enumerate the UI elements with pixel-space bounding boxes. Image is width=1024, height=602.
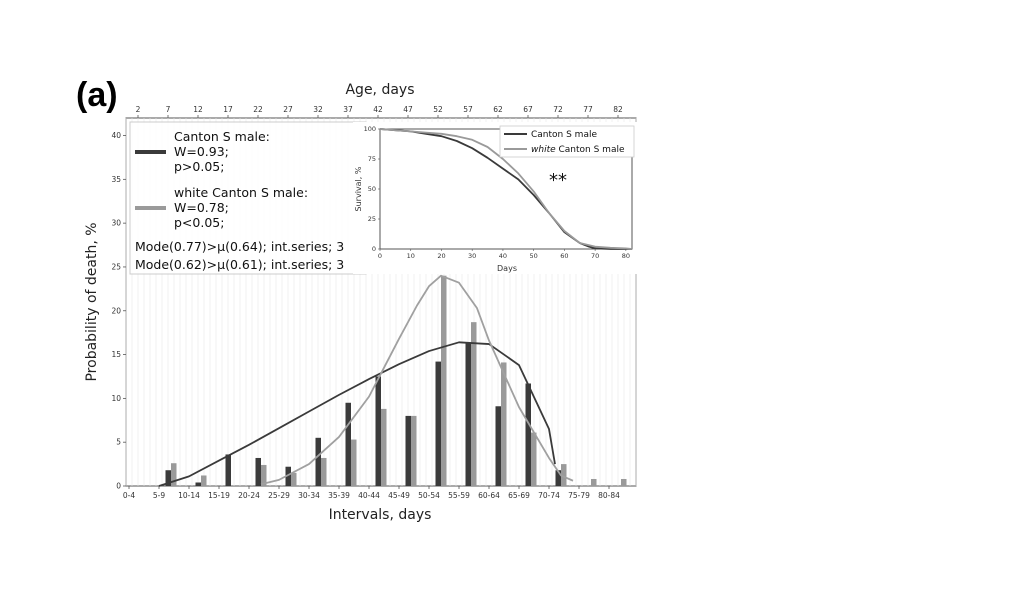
- top-tick-label: 7: [165, 105, 171, 114]
- inset-legend-white-rest: Canton S male: [555, 145, 625, 155]
- inset-legend-white: [531, 145, 625, 155]
- inset-legend-canton: Canton S male: [531, 130, 597, 140]
- legend-white-line-1: white Canton S male:: [174, 185, 309, 200]
- bar-white-canton-s-male: [441, 276, 447, 486]
- x-tick-label: 45-49: [388, 491, 410, 500]
- inset-y-tick-label: 0: [371, 245, 376, 253]
- x-tick-label: 10-14: [178, 491, 200, 500]
- inset-y-tick-label: 75: [367, 155, 376, 163]
- bar-canton-s-male: [316, 438, 322, 486]
- top-tick-label: 62: [493, 105, 503, 114]
- inset-x-tick-label: 0: [377, 252, 383, 260]
- bar-white-canton-s-male: [621, 479, 627, 486]
- top-tick-label: 32: [313, 105, 323, 114]
- bar-canton-s-male: [466, 342, 472, 486]
- inset-x-tick-label: 70: [590, 252, 600, 260]
- legend-canton-line-3: p>0.05;: [174, 159, 225, 174]
- x-tick-label: 0-4: [122, 491, 136, 500]
- y-tick-label: 35: [111, 174, 121, 184]
- inset-legend-white-word: white: [531, 145, 556, 155]
- significance-stars: **: [549, 170, 567, 191]
- y-tick-label: 25: [111, 262, 121, 272]
- top-tick-label: 57: [463, 105, 473, 114]
- top-tick-label: 77: [583, 105, 593, 114]
- inset-x-title: Days: [497, 264, 517, 273]
- x-tick-label: 60-64: [478, 491, 500, 500]
- inset-x-tick-label: 40: [498, 252, 508, 260]
- bar-white-canton-s-male: [321, 458, 327, 486]
- bar-canton-s-male: [256, 458, 262, 486]
- legend-white-line-2: W=0.78;: [174, 200, 229, 215]
- bar-white-canton-s-male: [471, 322, 477, 486]
- legend-canton-line-2: W=0.93;: [174, 144, 229, 159]
- x-axis-ticks: [123, 486, 620, 500]
- top-axis-title: Age, days: [345, 82, 415, 98]
- top-tick-label: 17: [223, 105, 233, 114]
- x-tick-label: 30-34: [298, 491, 320, 500]
- y-axis-title: Probability of death, %: [84, 222, 100, 382]
- y-tick-label: 15: [111, 350, 121, 360]
- bar-white-canton-s-male: [531, 433, 537, 486]
- inset-survival-plot: [353, 122, 642, 274]
- bar-white-canton-s-male: [501, 362, 507, 486]
- top-tick-label: 27: [283, 105, 293, 114]
- x-tick-label: 20-24: [238, 491, 260, 500]
- bar-white-canton-s-male: [291, 473, 297, 486]
- legend-canton-line-1: Canton S male:: [174, 129, 270, 144]
- inset-y-tick-label: 25: [367, 215, 376, 223]
- y-tick-label: 5: [116, 437, 121, 447]
- inset-x-tick-label: 50: [529, 252, 538, 260]
- bar-canton-s-male: [196, 482, 202, 486]
- x-tick-label: 35-39: [328, 491, 350, 500]
- bar-white-canton-s-male: [411, 416, 417, 486]
- bar-white-canton-s-male: [351, 440, 357, 486]
- bar-white-canton-s-male: [381, 409, 387, 486]
- inset-x-tick-label: 60: [560, 252, 569, 260]
- x-tick-label: 70-74: [538, 491, 560, 500]
- panel-label: (a): [76, 76, 118, 114]
- bar-white-canton-s-male: [201, 475, 207, 486]
- inset-y-tick-label: 100: [363, 125, 376, 133]
- bar-canton-s-male: [226, 454, 232, 486]
- y-tick-label: 20: [111, 306, 121, 316]
- x-tick-label: 50-54: [418, 491, 440, 500]
- top-tick-label: 52: [433, 105, 443, 114]
- inset-x-tick-label: 10: [406, 252, 415, 260]
- mode-annotation-1: Mode(0.77)>μ(0.64); int.series; 3: [135, 239, 345, 254]
- top-tick-label: 2: [135, 105, 141, 114]
- bar-canton-s-male: [526, 383, 532, 486]
- x-tick-label: 65-69: [508, 491, 530, 500]
- bar-canton-s-male: [376, 376, 382, 486]
- y-tick-label: 40: [111, 131, 121, 141]
- y-axis-ticks: [111, 131, 126, 490]
- top-tick-label: 37: [343, 105, 353, 114]
- top-tick-label: 67: [523, 105, 533, 114]
- main-legend: [130, 122, 366, 274]
- inset-y-title: Survival, %: [354, 166, 363, 212]
- mode-annotation-2: Mode(0.62)>μ(0.61); int.series; 3: [135, 257, 345, 272]
- inset-x-tick-label: 30: [468, 252, 477, 260]
- x-tick-label: 55-59: [448, 491, 470, 500]
- top-tick-label: 12: [193, 105, 203, 114]
- top-tick-label: 82: [613, 105, 623, 114]
- x-tick-label: 15-19: [208, 491, 230, 500]
- bar-canton-s-male: [346, 403, 352, 486]
- y-tick-label: 0: [116, 481, 121, 491]
- bar-canton-s-male: [436, 362, 442, 486]
- x-tick-label: 40-44: [358, 491, 380, 500]
- x-tick-label: 25-29: [268, 491, 290, 500]
- inset-x-tick-label: 80: [621, 252, 630, 260]
- top-axis-ticks: [136, 105, 623, 118]
- x-tick-label: 80-84: [598, 491, 620, 500]
- bar-canton-s-male: [496, 406, 502, 486]
- inset-y-tick-label: 50: [367, 185, 376, 193]
- x-axis-title: Intervals, days: [328, 507, 432, 523]
- bar-canton-s-male: [406, 416, 412, 486]
- top-tick-label: 72: [553, 105, 563, 114]
- legend-white-line-3: p<0.05;: [174, 215, 225, 230]
- top-tick-label: 47: [403, 105, 413, 114]
- x-tick-label: 75-79: [568, 491, 590, 500]
- y-tick-label: 10: [111, 393, 121, 403]
- y-tick-label: 30: [111, 218, 121, 228]
- x-tick-label: 5-9: [152, 491, 166, 500]
- bar-white-canton-s-male: [591, 479, 597, 486]
- top-tick-label: 42: [373, 105, 383, 114]
- top-tick-label: 22: [253, 105, 263, 114]
- inset-x-tick-label: 20: [437, 252, 446, 260]
- inset-legend: [500, 126, 634, 157]
